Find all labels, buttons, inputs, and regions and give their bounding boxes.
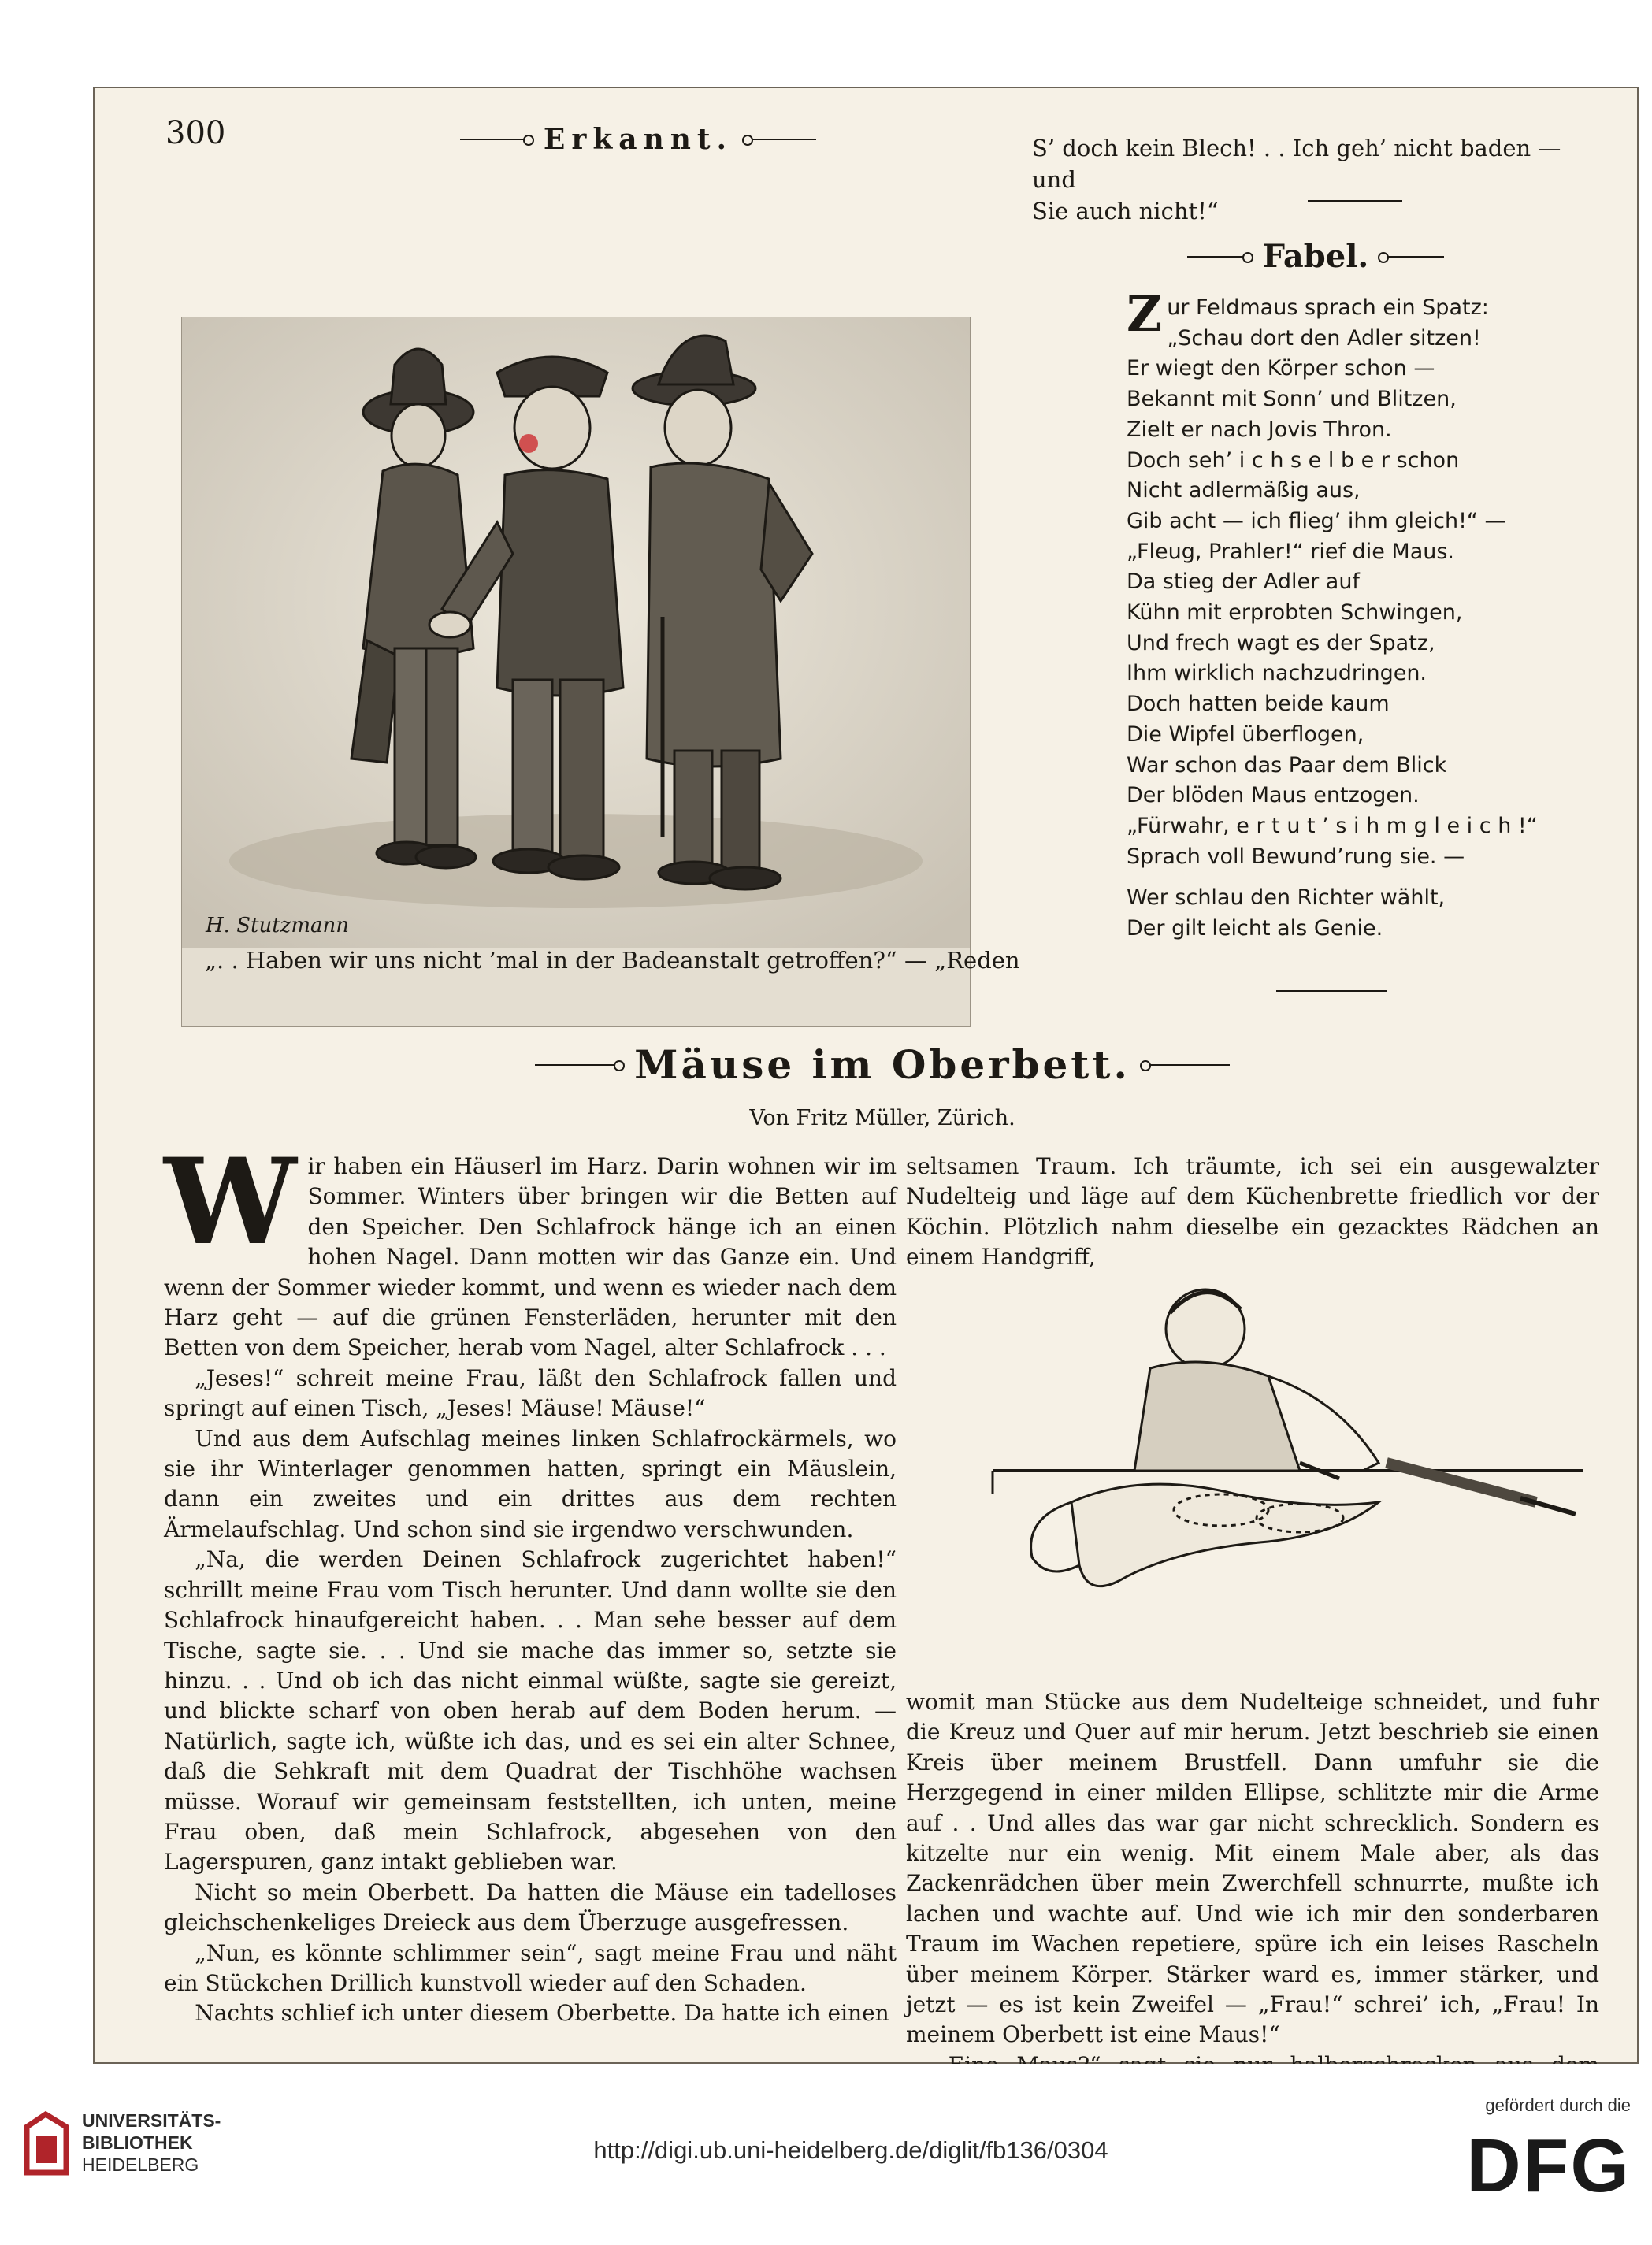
story-byline: Von Fritz Müller, Zürich. xyxy=(749,1106,1015,1130)
poem-line: Doch hatten beide kaum xyxy=(1127,692,1390,717)
poem-line: Die Wipfel überflogen, xyxy=(1127,722,1364,747)
illustration-three-men xyxy=(181,317,971,1027)
source-url-link[interactable]: http://digi.ub.uni-heidelberg.de/diglit/fb136/0304 xyxy=(593,2136,1108,2164)
poem-line: Kühn mit erprobten Schwingen, xyxy=(1127,600,1463,625)
ornament-left xyxy=(460,139,531,140)
dfg-logo[interactable]: DFG xyxy=(1466,2124,1631,2208)
poem-line: Da stieg der Adler auf xyxy=(1127,570,1360,595)
story-title-row xyxy=(488,1041,1276,1088)
poem-line: War schon das Paar dem Blick xyxy=(1127,752,1447,777)
poem-line: Doch seh’ i c h s e l b e r schon xyxy=(1127,447,1460,473)
fabel-title-row xyxy=(1174,238,1457,275)
poem-line: „Fürwahr, e r t u t ’ s i h m g l e i c h !“ xyxy=(1127,813,1538,838)
story-paragraph: „Nun, es könnte schlimmer sein“, sagt meine Frau und näht ein Stückchen Drillich kunstvoll wieder auf den Schaden. xyxy=(164,1939,897,1996)
illustration-title-row xyxy=(433,123,843,156)
poem-line: Sprach voll Bewund’rung sie. — xyxy=(1127,844,1465,869)
story-column-left xyxy=(164,1133,897,2029)
ornament-left xyxy=(1187,256,1250,258)
poem-line: Gib acht — ich flieg’ ihm gleich!“ — xyxy=(1127,508,1506,533)
poem-line: Bekannt mit Sonn’ und Blitzen, xyxy=(1127,387,1457,412)
illustration-caption: „. . Haben wir uns nicht ’mal in der Badeanstalt getroffen?“ — „Reden xyxy=(205,947,1020,974)
poem-line: „Fleug, Prahler!“ rief die Maus. xyxy=(1127,539,1454,564)
section-divider xyxy=(1308,200,1402,202)
fabel-title: Fabel. xyxy=(1262,238,1369,275)
fabel-poem xyxy=(1127,285,1568,944)
ornament-left xyxy=(535,1064,622,1066)
caption-continuation-line-2: Sie auch nicht!“ xyxy=(1032,198,1219,224)
sketch-drawing xyxy=(969,1266,1615,1675)
poem-line: Nicht adlermäßig aus, xyxy=(1127,478,1361,503)
illustration-drawing xyxy=(182,317,970,948)
caption-continuation xyxy=(1032,132,1583,227)
poem-line: „Schau dort den Adler sitzen! xyxy=(1167,325,1481,351)
page-number: 300 xyxy=(165,115,226,151)
institution-name[interactable]: UNIVERSITÄTS- BIBLIOTHEK HEIDELBERG xyxy=(82,2110,221,2175)
story-initial: W xyxy=(164,1133,297,1271)
university-logo-icon[interactable] xyxy=(22,2111,71,2177)
ornament-right xyxy=(1143,1064,1230,1066)
story-paragraph: womit man Stücke aus dem Nudelteige schneidet, und fuhr die Kreuz und Quer auf mir herum. Jetzt beschrieb sie einen Kreis über meinem Brustfell. Dann umfuhr sie die Herzgegend in einer milden Ellipse, schlitzte mir die Arme auf . . Und alles das war gar nicht schrecklich. Sondern es kitzelte nur ein wenig. Mit einem Male aber, als das Zackenrädchen über mein Zwerchfell schnurrte, mußte ich lachen und wachte auf. Und wie ich mir den sonderbaren Traum im Wachen repetiere, spüre ich ein leises Rascheln über meinem Körper. Stärker ward es, immer stärker, und jetzt — es ist kein Zweifel — „Frau!“ schrei’ ich, „Frau! In meinem Oberbett ist eine Maus!“ xyxy=(906,1689,1599,2048)
poem-line: Der blöden Maus entzogen. xyxy=(1127,783,1420,808)
story-paragraph: „Na, die werden Deinen Schlafrock zugerichtet haben!“ schrillt meine Frau vom Tisch herunter. Und dann wollte sie den Schlafrock hinaufgereicht haben. . . Man sehe besser auf dem Tische, sagte sie. . . Und sie mache das immer so, setzte sie hinzu. . . Und ob ich das nicht einmal wüßte, sagte sie gereizt, und blickte scharf von oben herab auf dem Boden herum. — Natürlich, sagte ich, wüßte ich das, und es sei ein alter Schnee, daß die Sehkraft mit dem Quadrat der Tischhöhe wachsen müsse. Worauf wir gemeinsam feststellten, ich unten, meine Frau oben, daß mein Schlafrock, abgesehen von den Lagerspuren, ganz intakt geblieben war. xyxy=(164,1546,897,1876)
poem-moral-line: Der gilt leicht als Genie. xyxy=(1127,916,1383,941)
stanza-gap xyxy=(1127,872,1568,883)
scanned-page xyxy=(93,87,1639,2064)
poem-line: Und frech wagt es der Spatz, xyxy=(1127,630,1435,655)
ornament-right xyxy=(1381,256,1444,258)
funding-text: gefördert durch die xyxy=(1485,2095,1631,2115)
story-paragraph: „Jeses!“ schreit meine Frau, läßt den Schlafrock fallen und springt auf einen Tisch, „Jeses! Mäuse! Mäuse!“ xyxy=(164,1364,897,1422)
section-divider xyxy=(1276,990,1387,992)
poem-line: Zielt er nach Jovis Thron. xyxy=(1127,417,1392,442)
ornament-right xyxy=(745,139,816,140)
story-paragraph: Und aus dem Aufschlag meines linken Schlafrockärmels, wo sie ihr Winterlager genommen hatten, springt ein Mäuslein, dann ein zweites und ein drittes aus dem rechten Ärmelaufschlag. Und schon sind sie irgendwo verschwunden. xyxy=(164,1425,897,1542)
illustration-signature: H. Stutzmann xyxy=(206,914,349,937)
caption-continuation-line-1: S’ doch kein Blech! . . Ich geh’ nicht baden — und xyxy=(1032,135,1561,193)
story-title: Mäuse im Oberbett. xyxy=(634,1041,1130,1088)
illustration-cook-with-dough xyxy=(969,1266,1615,1675)
story-paragraph: Nachts schlief ich unter diesem Oberbette. Da hatte ich einen xyxy=(195,2000,889,2027)
poem-initial: Z xyxy=(1127,285,1163,343)
story-paragraph: Wir haben ein Häuserl im Harz. Darin wohnen wir im Sommer. Winters über bringen wir die Betten auf den Speicher. Den Schlafrock hänge ich an einen hohen Nagel. Dann motten wir das Ganze ein. Und wenn der Sommer wieder kommt, und wenn es wieder nach dem Harz geht — auf die grünen Fensterläden, herunter mit den Betten von dem Speicher, herab vom Nagel, alter Schlafrock . . . xyxy=(164,1133,897,1361)
poem-moral-line: Wer schlau den Richter wählt, xyxy=(1127,885,1446,911)
illustration-title: Erkannt. xyxy=(543,123,733,156)
poem-line: Ihm wirklich nachzudringen. xyxy=(1127,661,1427,686)
poem-line: Er wiegt den Körper schon — xyxy=(1127,356,1435,381)
story-column-right-bottom xyxy=(906,1687,1599,2111)
story-paragraph: Nicht so mein Oberbett. Da hatten die Mäuse ein tadelloses gleichschenkeliges Dreieck aus dem Überzuge ausgefressen. xyxy=(164,1879,897,1936)
story-paragraph: seltsamen Traum. Ich träumte, ich sei ein ausgewalzter Nudelteig und läge auf dem Küchenbrette friedlich vor der Köchin. Plötzlich nahm dieselbe ein gezacktes Rädchen an einem Handgriff, xyxy=(906,1153,1599,1271)
poem-line: ur Feldmaus sprach ein Spatz: xyxy=(1167,295,1489,320)
story-column-right-top xyxy=(906,1152,1599,1273)
